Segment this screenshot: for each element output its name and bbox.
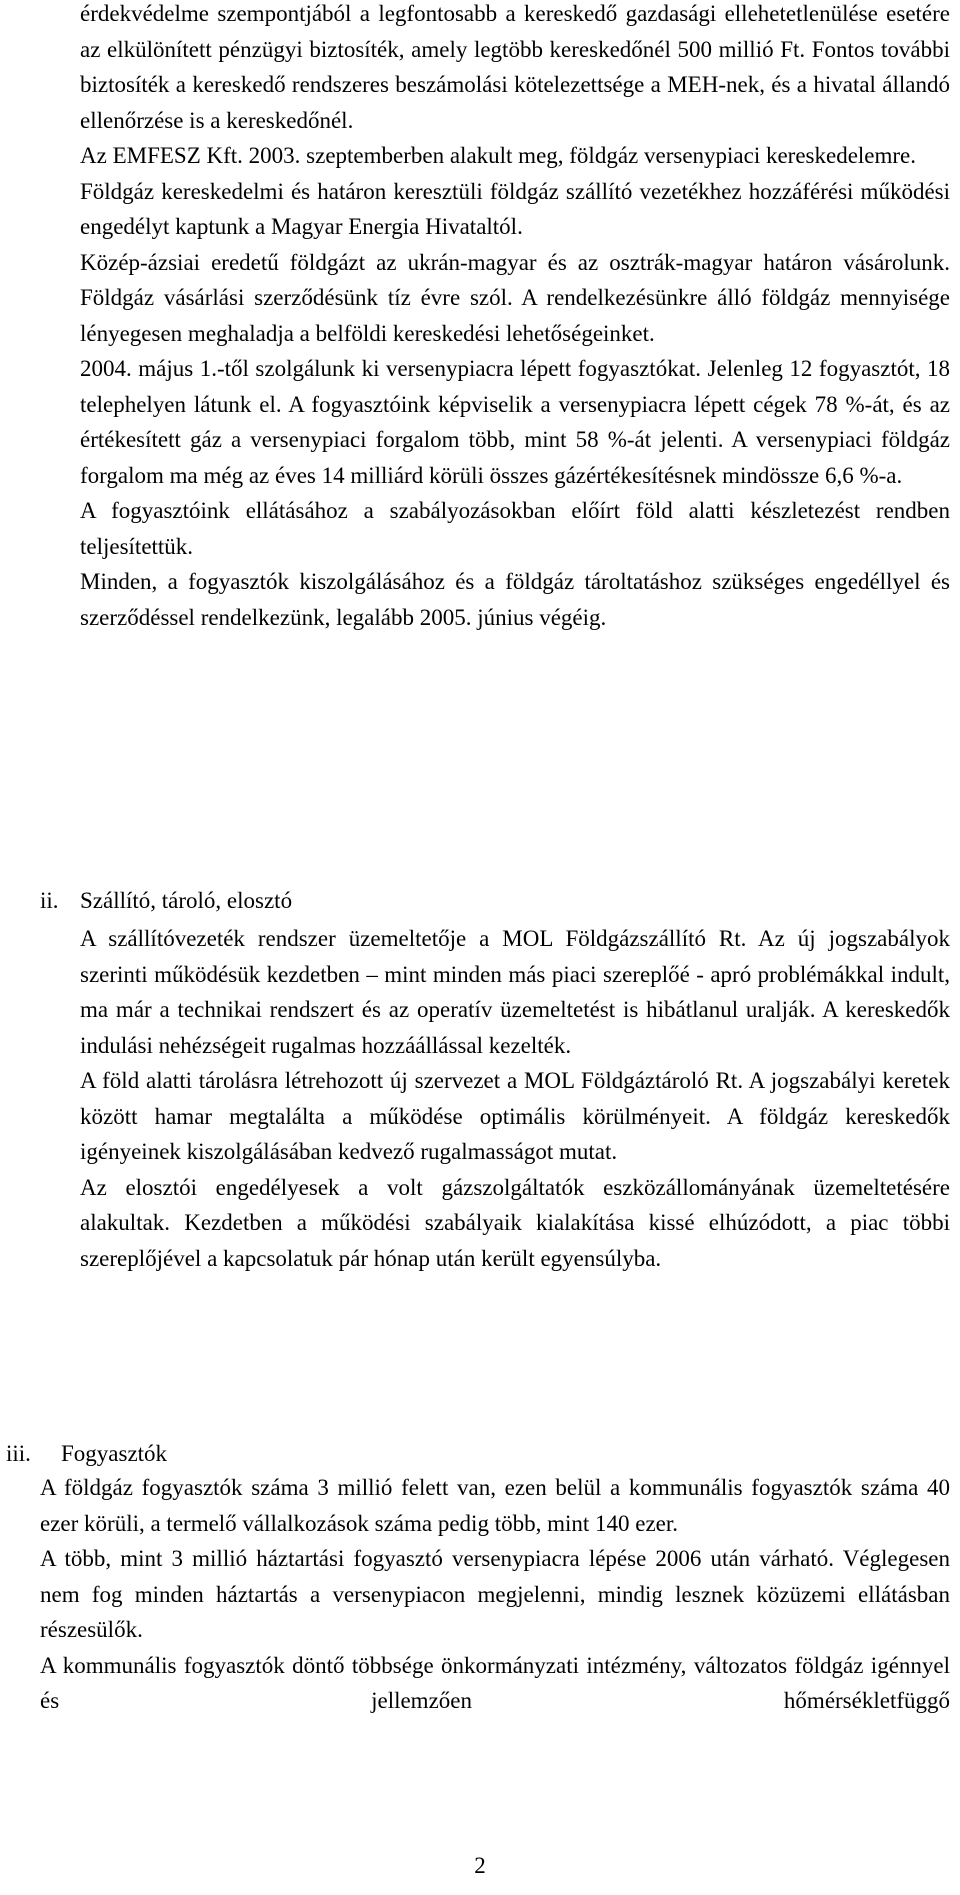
section-iii-text <box>40 1470 950 1719</box>
paragraph: érdekvédelme szempontjából a legfontosabb a kereskedő gazdasági ellehetetlenülése esetére az elkülönített pénzügyi biztosíték, amely legtöbb kereskedőnél 500 millió Ft. Fontos további biztosíték a kereskedő rendszeres beszámolási kötelezettsége a MEH-nek, és a hivatal állandó ellenőrzése is a kereskedőnél. <box>80 1 950 133</box>
page-number: 2 <box>474 1853 486 1878</box>
paragraph: A föld alatti tárolásra létrehozott új szervezet a MOL Földgáztároló Rt. A jogszabályi keretek között hamar megtalálta a működése optimális körülményeit. A földgáz kereskedők igényeinek kiszolgálásában kedvező rugalmasságot mutat. <box>80 1068 950 1164</box>
paragraph: Minden, a fogyasztók kiszolgálásához és a földgáz tároltatáshoz szükséges engedéllyel és szerződéssel rendelkezünk, legalább 2005. június végéig. <box>80 569 950 630</box>
section-ii-text <box>80 921 950 1276</box>
section-heading-iii <box>6 1436 167 1472</box>
paragraph: Földgáz kereskedelmi és határon keresztüli földgáz szállító vezetékhez hozzáférési működési engedélyt kaptunk a Magyar Energia Hivataltól. <box>80 178 950 239</box>
section-title: Szállító, tároló, elosztó <box>80 888 293 913</box>
paragraph: A több, mint 3 millió háztartási fogyasztó versenypiacra lépése 2006 után várható. Véglegesen nem fog minden háztartás a versenypiacon megjelenni, mindig lesznek közüzemi ellátásban részesülők. <box>40 1546 950 1642</box>
paragraph: A fogyasztóink ellátásához a szabályozásokban előírt föld alatti készletezést rendben teljesítettük. <box>80 498 950 559</box>
paragraph: 2004. május 1.-től szolgálunk ki versenypiacra lépett fogyasztókat. Jelenleg 12 fogyasztót, 18 telephelyen látunk el. A fogyasztóink képviselik a versenypiacra lépett cégek 78 %-át, és az értékesített gáz a versenypiaci forgalom több, mint 58 %-át jelenti. A versenypiaci földgáz forgalom ma még az éves 14 milliárd körüli összes gázértékesítésnek mindössze 6,6 %-a. <box>80 356 950 488</box>
section-numeral: ii. <box>40 888 59 913</box>
paragraph: Az EMFESZ Kft. 2003. szeptemberben alakult meg, földgáz versenypiaci kereskedelemre. <box>80 143 917 168</box>
section-numeral: iii. <box>6 1441 31 1466</box>
intro-text <box>80 0 950 635</box>
paragraph: A kommunális fogyasztók döntő többsége önkormányzati intézmény, változatos földgáz igénnyel és jellemzően hőmérsékletfüggő <box>40 1652 950 1713</box>
section-heading-ii <box>40 883 292 919</box>
paragraph: A szállítóvezeték rendszer üzemeltetője a MOL Földgázszállító Rt. Az új jogszabályok szerinti működésük kezdetben – mint minden más piaci szereplőé - apró problémákkal indult, ma már a technikai rendszert és az operatív üzemeltetést is hibátlanul uralják. A kereskedők indulási nehézségeit rugalmas hozzáállással kezelték. <box>80 926 950 1058</box>
paragraph: Az elosztói engedélyesek a volt gázszolgáltatók eszközállományának üzemeltetésére alakultak. Kezdetben a működési szabályaik kialakítása kissé elhúzódott, a piac többi szereplőjével a kapcsolatuk pár hónap után került egyensúlyba. <box>80 1174 950 1271</box>
paragraph: A földgáz fogyasztók száma 3 millió felett van, ezen belül a kommunális fogyasztók száma 40 ezer körüli, a termelő vállalkozások száma pedig több, mint 140 ezer. <box>40 1475 950 1536</box>
paragraph: Közép-ázsiai eredetű földgázt az ukrán-magyar és az osztrák-magyar határon vásárolunk. Földgáz vásárlási szerződésünk tíz évre szól. A rendelkezésünkre álló földgáz mennyisége lényegesen meghaladja a belföldi kereskedési lehetőségeinket. <box>80 249 950 346</box>
section-title: Fogyasztók <box>61 1441 168 1466</box>
